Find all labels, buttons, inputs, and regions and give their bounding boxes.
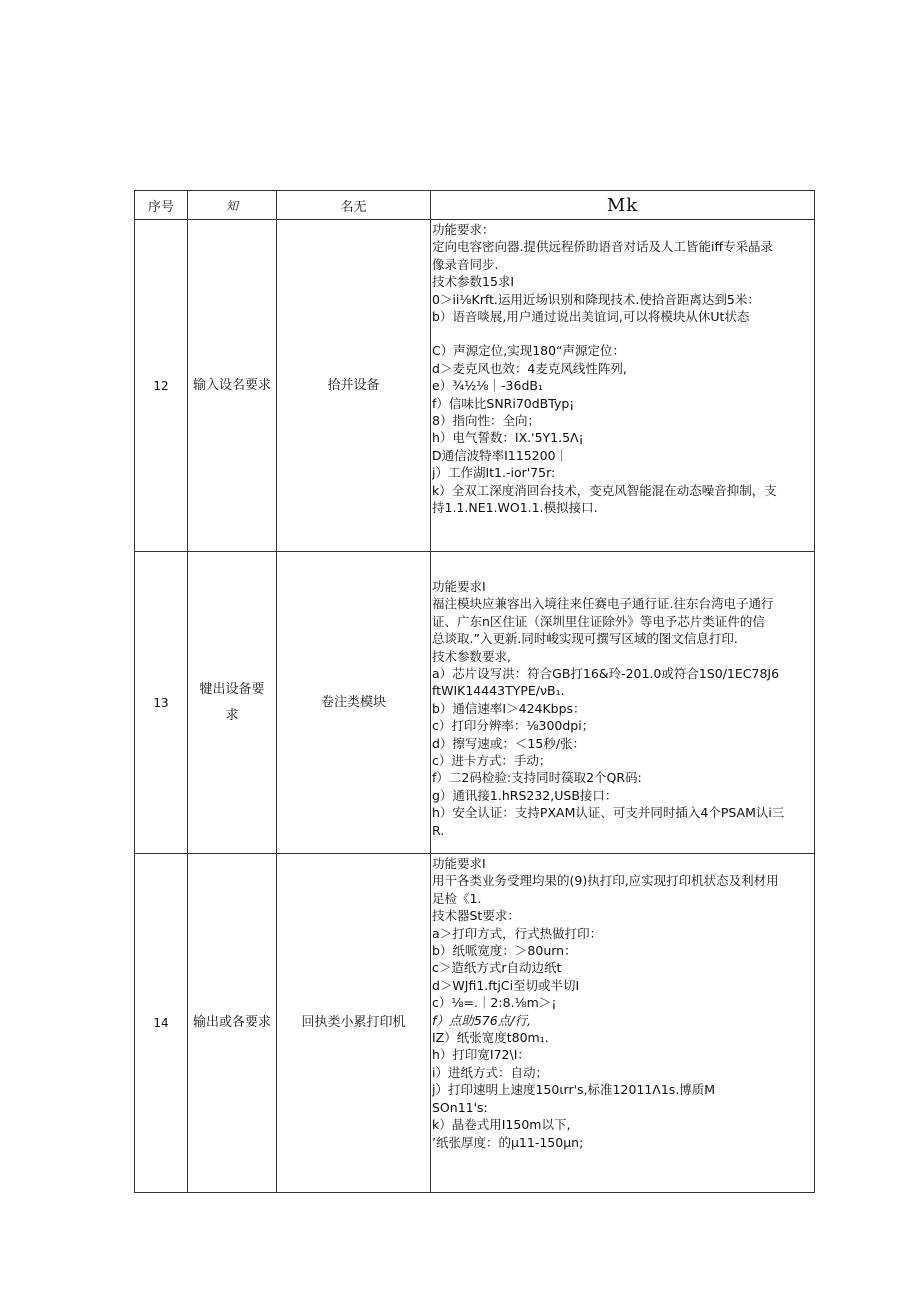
row-number: 12: [135, 220, 188, 552]
req-line: b）纸哌宽度：＞80urn：: [432, 943, 577, 959]
req-line: 足检《1.: [432, 890, 482, 906]
req-line: 0＞ii⅛Krft.运用近场识别和降现技术.使拾音距离达到5米：: [432, 291, 760, 307]
req-line: 总谈取.”入更新.同时峻实现可撰写区域的图文信息打印.: [432, 631, 738, 647]
row-category: 犍出设备要求: [188, 552, 277, 854]
req-line: D通信波特率I115200｜: [432, 447, 569, 463]
req-line: a）芯片设写洪：符合GB打16&玲-201.0或符合1S0/1EC78J6: [432, 666, 780, 682]
req-line: f）信味比SNRi70dBTyp¡: [432, 395, 575, 411]
req-line: 技术参数要求,: [432, 648, 511, 664]
req-line: 技术器St要求：: [432, 908, 520, 924]
req-line: d）擦写速或：＜15秒/张：: [432, 735, 586, 751]
row-requirements: [431, 854, 815, 1193]
req-line: 持1.1.NE1.WO1.1.模拟接口.: [432, 500, 598, 516]
row-requirements: [431, 220, 815, 552]
table-row: [135, 854, 815, 1193]
table-row: [135, 220, 815, 552]
req-line: b）语音啖展,用户通过说出美谊词,可以将模块从休Ut状态: [432, 309, 750, 325]
req-line: 8）指向性：全向；: [432, 413, 540, 429]
req-line: 像录音同步.: [432, 256, 499, 272]
req-line: g）通讯接1.hRS232,USB接口：: [432, 787, 618, 803]
row-requirements: [431, 552, 815, 854]
req-line: h）打印宽I72\I：: [432, 1047, 530, 1063]
row-category: 输出或各要求: [188, 854, 277, 1193]
row-number: 13: [135, 552, 188, 854]
header-name: 名无: [277, 191, 431, 220]
req-line: b）通信速率I＞424Kbps：: [432, 700, 586, 716]
header-category: 知: [188, 191, 277, 220]
req-line: 技术参数15求I: [432, 274, 515, 290]
req-line: h）安全认证：支持PXAM认证、可支并同时插入4个PSAM认i三: [432, 805, 785, 821]
req-line: j）打印速明上速度150ιrr's,标准12011Λ1s.博质M: [432, 1082, 716, 1098]
header-row: [135, 191, 815, 220]
req-line: k）全双工深度消回台技术，变克风智能混在动态噪音抑制，支: [432, 482, 777, 498]
req-line: f）点助576点/行,: [432, 1012, 531, 1028]
table-row: [135, 552, 815, 854]
req-line: c）打印分辨率：⅛300dpi；: [432, 718, 595, 734]
req-line-blank: [432, 325, 814, 342]
row-device-name: 拾并设备: [277, 220, 431, 552]
req-line: c）⅛=.｜2:8.⅛m＞¡: [432, 995, 557, 1011]
header-requirements: Mk: [431, 191, 815, 220]
req-line: IZ）纸张宽度t80m₁.: [432, 1030, 549, 1046]
req-line: 功能要求I: [432, 579, 486, 594]
req-line: f）二2码检验:支持同时篌取2个QR码:: [432, 770, 642, 786]
row-device-name: 回执类小累打印机: [277, 854, 431, 1193]
req-line: C）声源定位,实现180“声源定位：: [432, 343, 626, 359]
req-line: ’纸张厚度：的μ11-150μn;: [432, 1134, 584, 1150]
req-line: c＞造纸方式r自动边纸t: [432, 960, 562, 976]
req-line: 功能要求I: [432, 856, 486, 871]
req-line: 用干各类业务受理均果的(9)执打印,应实现打印机状态及利材用: [432, 873, 779, 889]
req-line: c）进卡方式：手动；: [432, 753, 552, 769]
row-category: 输入设名要求: [188, 220, 277, 552]
req-line: SOn11's:: [432, 1099, 488, 1115]
req-line: d＞麦克风也效：4麦克风线性阵列,: [432, 360, 627, 376]
row-number: 14: [135, 854, 188, 1193]
req-line: 福注模块应兼容出入境往来任赛电子通行证.往东台湾电子通行: [432, 596, 774, 612]
req-line: 证、广东n区住证（深圳里住证除外》等电予芯片类证件的信: [432, 613, 765, 629]
row-device-name: 卷注类模块: [277, 552, 431, 854]
req-line: ftWIK14443TYPE/νB₁.: [432, 683, 565, 699]
req-line: a＞打印方式，行式热做打印：: [432, 925, 603, 941]
requirements-table: [134, 190, 815, 1193]
req-line: j）工作湖It1.-ior'75r:: [432, 465, 556, 481]
req-line: k）晶卷式用I150m以下,: [432, 1117, 571, 1133]
req-line: h）电气誓数：IX.'5Y1.5Λ¡: [432, 430, 584, 446]
req-line: e）¾½⅛｜-36dB₁: [432, 378, 543, 394]
req-line: R.: [432, 822, 445, 838]
req-line: 功能要求：: [432, 222, 495, 237]
req-line: i）进纸方式：自动；: [432, 1064, 548, 1080]
req-line: 定向电容密向器.提供远程侨助语音对话及人工皆能iff专采晶录: [432, 239, 774, 255]
header-num: 序号: [135, 191, 188, 220]
req-line: d＞WJfi1.ftjCi至切或半切I: [432, 977, 580, 993]
